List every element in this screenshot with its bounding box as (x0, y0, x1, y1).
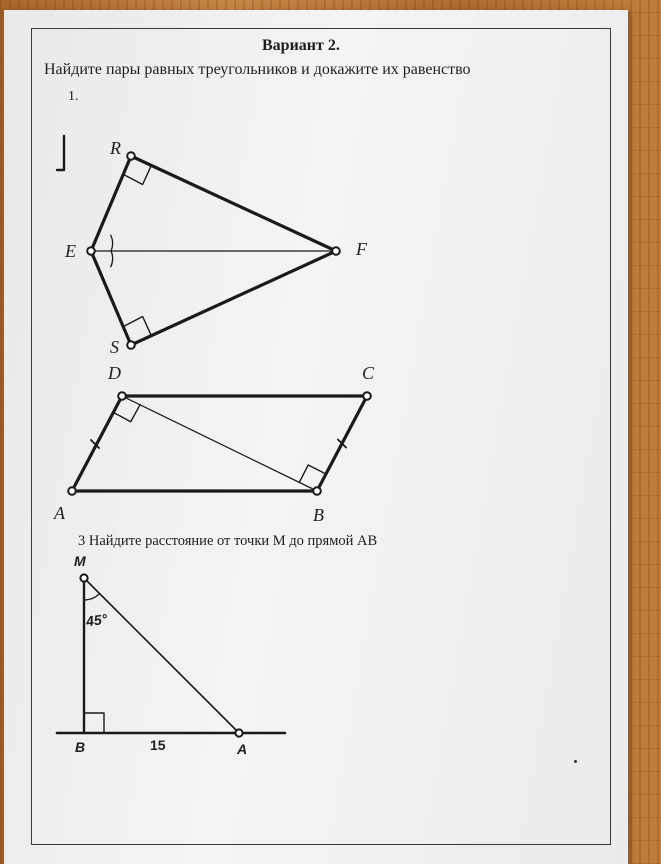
angle-arc-e-top (111, 235, 113, 251)
figure-2-parallelogram (68, 392, 371, 495)
label-r: R (110, 138, 121, 158)
angle-arc-m (84, 594, 100, 600)
vertex-a3 (235, 729, 242, 736)
label-c: C (362, 363, 375, 383)
label-f: F (356, 239, 367, 259)
segment-ma (84, 578, 239, 733)
task-instruction: Найдите пары равных треугольников и докажите их равенство (44, 61, 471, 78)
label-d: D (108, 363, 121, 383)
corner-mark (57, 136, 64, 170)
vertex-r (127, 152, 135, 160)
label-a3: A (237, 741, 248, 757)
label-b: B (313, 505, 324, 525)
right-angle-b3 (84, 713, 104, 733)
variant-title: Вариант 2. (262, 37, 340, 54)
angle-arc-e-bottom (111, 251, 113, 267)
vertex-d (118, 392, 126, 400)
paper-speck (574, 760, 577, 763)
vertex-c (363, 392, 371, 400)
label-b3: B (75, 739, 86, 755)
task-3-instruction: 3 Найдите расстояние от точки М до прямой АВ (78, 533, 378, 549)
label-m: M (74, 553, 86, 569)
label-s: S (110, 337, 119, 357)
label-a: A (54, 503, 65, 523)
figure-1-kite (57, 136, 340, 349)
length-15-label: 15 (150, 737, 166, 753)
angle-45-label: 45° (84, 610, 109, 630)
vertex-f (332, 247, 340, 255)
vertex-e (87, 247, 95, 255)
vertex-a (68, 487, 76, 495)
vertex-s (127, 341, 135, 349)
vertex-m (80, 574, 87, 581)
vertex-b (313, 487, 321, 495)
figure-3-triangle (57, 574, 285, 736)
label-e: E (65, 241, 76, 261)
diagonal-db (122, 396, 317, 491)
task-1-number: 1. (68, 89, 79, 104)
